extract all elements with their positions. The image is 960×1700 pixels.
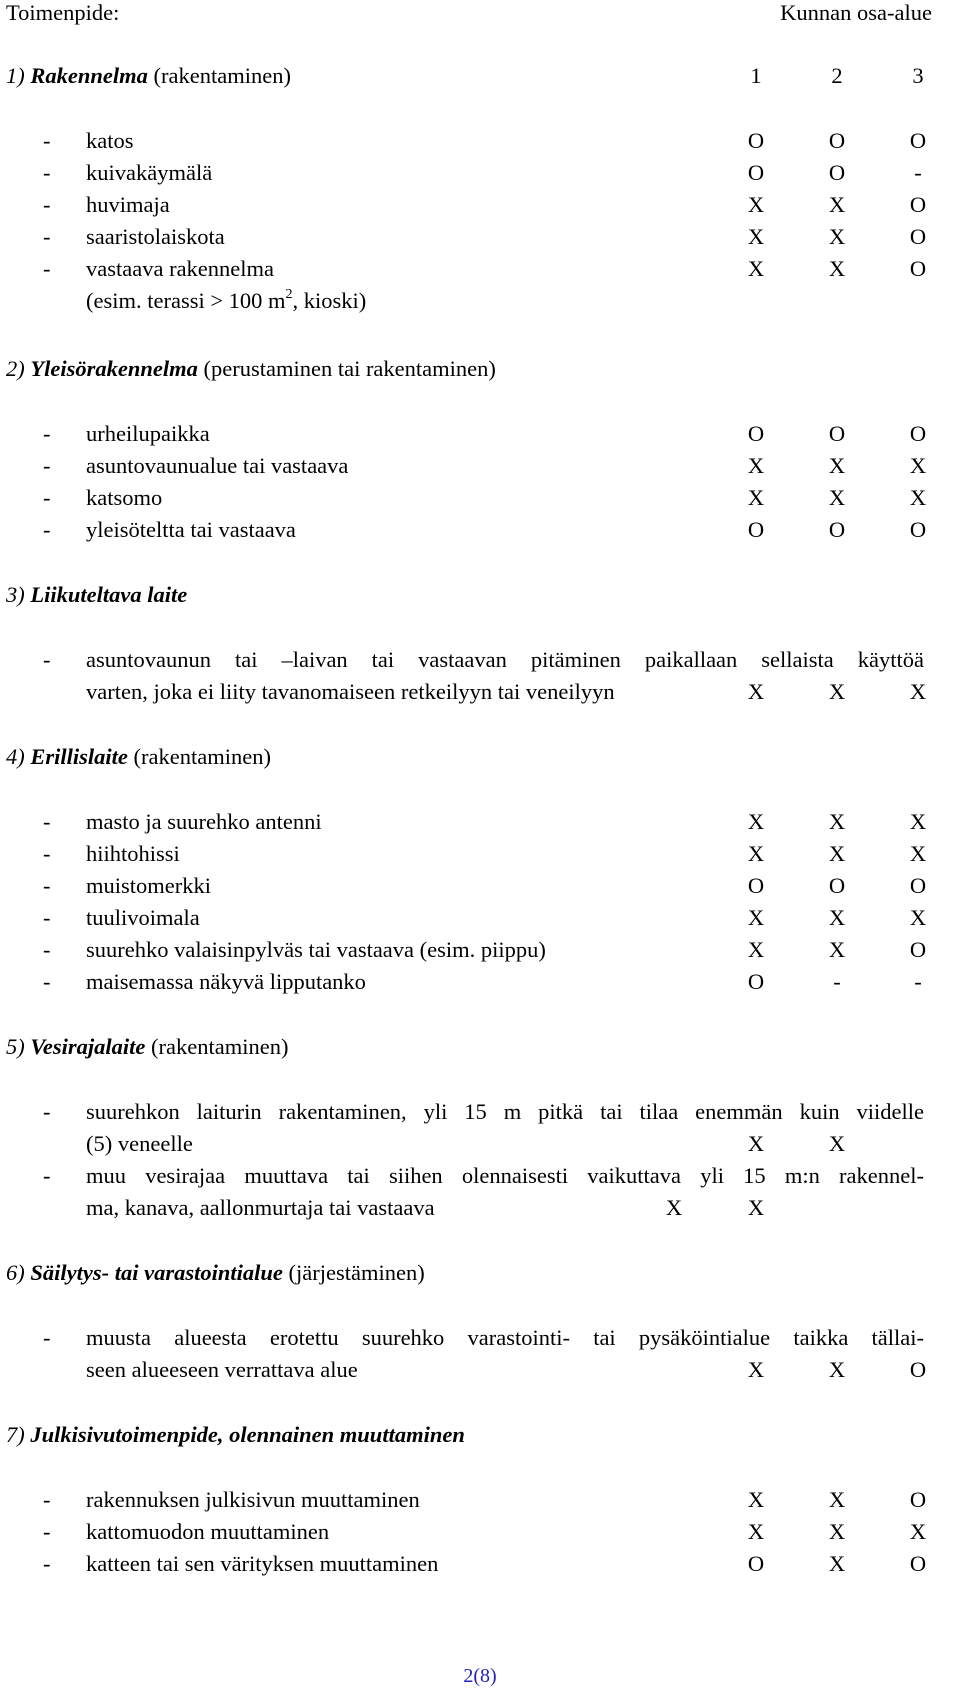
list-item: [0, 450, 960, 482]
item-dash: -: [43, 485, 51, 510]
list-item: [0, 1096, 960, 1128]
list-item-continued: [0, 1354, 960, 1386]
value-2: X: [828, 224, 846, 249]
col-3-header: 3: [912, 63, 924, 88]
value-1: X: [747, 841, 765, 866]
item-dash: -: [43, 1099, 51, 1124]
value-3: O: [909, 192, 927, 217]
item-text: (5) veneelle: [86, 1131, 193, 1156]
item-dash: -: [43, 905, 51, 930]
item-text: kuivakäymälä: [86, 160, 213, 185]
value-2: X: [828, 1519, 846, 1544]
item-text: asuntovaunun tai –laivan tai vastaavan pitäminen paikallaan sellaista käyttöä: [86, 647, 924, 672]
value-1: O: [747, 1551, 765, 1576]
item-dash: -: [43, 1551, 51, 1576]
value-1: X: [747, 937, 765, 962]
value-1: O: [747, 517, 765, 542]
item-dash: -: [43, 224, 51, 249]
value-1: X: [747, 485, 765, 510]
value-2: X: [828, 841, 846, 866]
value-1: O: [747, 969, 765, 994]
list-item: [0, 253, 960, 285]
list-item: [0, 1484, 960, 1516]
section-number: 3): [6, 582, 25, 607]
list-item: [0, 125, 960, 157]
item-text: vastaava rakennelma: [86, 256, 275, 281]
section-1-heading: [0, 60, 960, 92]
list-item: [0, 157, 960, 189]
section-3-heading: [0, 579, 960, 611]
list-item-continued: [0, 676, 960, 708]
value-3: -: [914, 160, 922, 185]
list-item: [0, 644, 960, 676]
section-title: Liikuteltava laite: [30, 582, 188, 607]
item-text: katsomo: [86, 485, 163, 510]
value-2: X: [828, 679, 846, 704]
item-dash: -: [43, 873, 51, 898]
value-1: O: [747, 873, 765, 898]
value-2: X: [828, 905, 846, 930]
value-2: X: [828, 1357, 846, 1382]
value-3: -: [914, 969, 922, 994]
value-3: O: [909, 256, 927, 281]
header-kunnan-osa-alue: Kunnan osa-alue: [780, 0, 932, 25]
item-dash: -: [43, 1519, 51, 1544]
item-text: muu vesirajaa muuttava tai siihen olennaisesti vaikuttava yli 15 m:n rakennel-: [86, 1163, 924, 1188]
value-3: O: [909, 1357, 927, 1382]
item-dash: -: [43, 1163, 51, 1188]
section-number: 7): [6, 1422, 25, 1447]
item-text: muusta alueesta erotettu suurehko varastointi- tai pysäköintialue taikka tällai-: [86, 1325, 924, 1350]
value-3: X: [909, 905, 927, 930]
section-number: 4): [6, 744, 25, 769]
item-dash: -: [43, 421, 51, 446]
list-item: [0, 902, 960, 934]
section-title: Säilytys- tai varastointialue: [30, 1260, 283, 1285]
item-text: suurehko valaisinpylväs tai vastaava (esim. piippu): [86, 937, 546, 962]
value-1: X: [747, 192, 765, 217]
section-4-heading: [0, 741, 960, 773]
section-5-heading: [0, 1031, 960, 1063]
value-2: O: [828, 517, 846, 542]
list-item: [0, 189, 960, 221]
section-number: 6): [6, 1260, 25, 1285]
value-3: O: [909, 224, 927, 249]
item-text: ma, kanava, aallonmurtaja tai vastaava: [86, 1195, 435, 1220]
value-1: X: [747, 1131, 765, 1156]
item-dash: -: [43, 517, 51, 542]
col-2-header: 2: [831, 63, 843, 88]
list-item: [0, 1322, 960, 1354]
item-dash: -: [43, 1325, 51, 1350]
item-dash: -: [43, 841, 51, 866]
note-text-a: (esim. terassi > 100 m: [86, 288, 286, 313]
value-3: O: [909, 873, 927, 898]
item-text: saaristolaiskota: [86, 224, 225, 249]
section-title: Yleisörakennelma: [30, 356, 198, 381]
value-3: X: [909, 841, 927, 866]
list-item: [0, 1548, 960, 1580]
section-paren: (perustaminen tai rakentaminen): [203, 356, 496, 381]
section-title: Rakennelma: [30, 63, 148, 88]
value-3: O: [909, 1551, 927, 1576]
value-3: X: [909, 1519, 927, 1544]
item-text: masto ja suurehko antenni: [86, 809, 322, 834]
value-2: O: [828, 128, 846, 153]
section-6-heading: [0, 1257, 960, 1289]
list-item: [0, 1160, 960, 1192]
section-paren: (rakentaminen): [151, 1034, 289, 1059]
page-number: 2(8): [463, 1665, 497, 1687]
list-item: [0, 934, 960, 966]
item-text: katteen tai sen värityksen muuttaminen: [86, 1551, 439, 1576]
section-number: 2): [6, 356, 25, 381]
header-toimenpide: Toimenpide:: [6, 0, 120, 25]
item-text: yleisöteltta tai vastaava: [86, 517, 296, 542]
item-text: hiihtohissi: [86, 841, 180, 866]
value-2: X: [747, 1195, 765, 1220]
item-text: asuntovaunualue tai vastaava: [86, 453, 349, 478]
value-3: X: [909, 485, 927, 510]
value-1: X: [747, 809, 765, 834]
list-item-continued: [0, 1128, 960, 1160]
value-2: X: [828, 1487, 846, 1512]
value-3: O: [909, 1487, 927, 1512]
col-1-header: 1: [750, 63, 762, 88]
value-2: X: [828, 1551, 846, 1576]
section-number: 1): [6, 63, 25, 88]
value-1: O: [747, 160, 765, 185]
list-item-continued: [0, 1192, 960, 1224]
value-3: X: [909, 453, 927, 478]
value-1: X: [665, 1195, 683, 1220]
section-title: Erillislaite: [30, 744, 128, 769]
item-text: kattomuodon muuttaminen: [86, 1519, 330, 1544]
value-1: X: [747, 679, 765, 704]
item-text: maisemassa näkyvä lipputanko: [86, 969, 366, 994]
section-paren: (rakentaminen): [153, 63, 291, 88]
value-1: X: [747, 1487, 765, 1512]
list-item: [0, 418, 960, 450]
value-3: O: [909, 517, 927, 542]
section-7-heading: [0, 1419, 960, 1451]
section-number: 5): [6, 1034, 25, 1059]
item-text: urheilupaikka: [86, 421, 210, 446]
section-paren: (rakentaminen): [133, 744, 271, 769]
item-dash: -: [43, 160, 51, 185]
item-dash: -: [43, 937, 51, 962]
value-2: X: [828, 1131, 846, 1156]
item-dash: -: [43, 192, 51, 217]
value-2: -: [833, 969, 841, 994]
value-2: X: [828, 256, 846, 281]
value-2: X: [828, 192, 846, 217]
list-item: [0, 806, 960, 838]
item-text: huvimaja: [86, 192, 170, 217]
value-1: X: [747, 256, 765, 281]
list-item: [0, 966, 960, 998]
item-dash: -: [43, 647, 51, 672]
value-1: O: [747, 421, 765, 446]
value-1: O: [747, 128, 765, 153]
list-item: [0, 514, 960, 546]
value-1: X: [747, 1519, 765, 1544]
item-dash: -: [43, 128, 51, 153]
value-1: X: [747, 1357, 765, 1382]
value-2: X: [828, 453, 846, 478]
item-dash: -: [43, 453, 51, 478]
item-text: katos: [86, 128, 134, 153]
value-1: X: [747, 905, 765, 930]
value-2: O: [828, 421, 846, 446]
note-text-b: , kioski): [292, 288, 367, 313]
item-text: rakennuksen julkisivun muuttaminen: [86, 1487, 420, 1512]
section-2-heading: [0, 353, 960, 385]
item-note: [0, 285, 960, 317]
item-text: muistomerkki: [86, 873, 211, 898]
section-paren: (järjestäminen): [288, 1260, 425, 1285]
value-3: O: [909, 128, 927, 153]
item-dash: -: [43, 969, 51, 994]
value-3: O: [909, 421, 927, 446]
item-dash: -: [43, 256, 51, 281]
item-text: varten, joka ei liity tavanomaiseen retkeilyyn tai veneilyyn: [86, 679, 615, 704]
note-superscript: 2: [285, 287, 293, 302]
value-1: X: [747, 453, 765, 478]
value-3: X: [909, 809, 927, 834]
value-2: O: [828, 873, 846, 898]
value-1: X: [747, 224, 765, 249]
section-title: Vesirajalaite: [30, 1034, 146, 1059]
value-3: X: [909, 679, 927, 704]
list-item: [0, 221, 960, 253]
list-item: [0, 870, 960, 902]
value-2: X: [828, 809, 846, 834]
item-dash: -: [43, 1487, 51, 1512]
item-text: suurehkon laiturin rakentaminen, yli 15 m pitkä tai tilaa enemmän kuin viidelle: [86, 1099, 924, 1124]
item-text: tuulivoimala: [86, 905, 200, 930]
value-2: X: [828, 937, 846, 962]
header-row: [0, 0, 960, 29]
list-item: [0, 838, 960, 870]
value-3: O: [909, 937, 927, 962]
item-text: seen alueeseen verrattava alue: [86, 1357, 358, 1382]
value-2: O: [828, 160, 846, 185]
list-item: [0, 1516, 960, 1548]
section-title: Julkisivutoimenpide, olennainen muuttaminen: [30, 1422, 465, 1447]
item-dash: -: [43, 809, 51, 834]
list-item: [0, 482, 960, 514]
value-2: X: [828, 485, 846, 510]
